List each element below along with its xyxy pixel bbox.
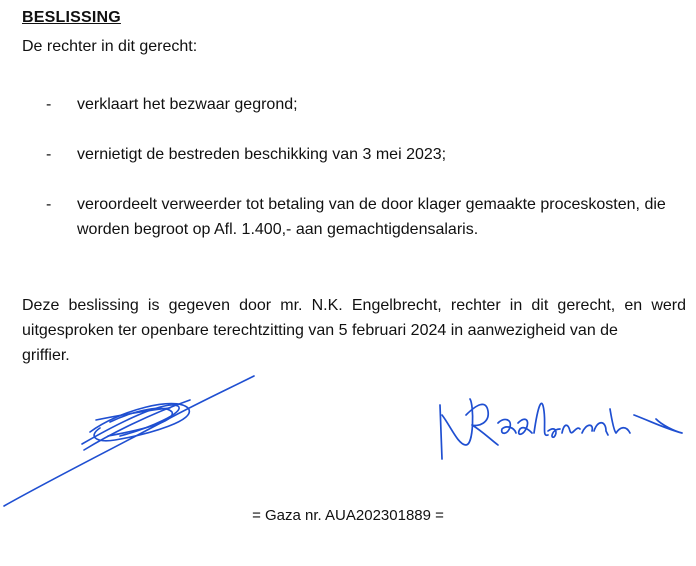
- closing-statement-end: griffier.: [22, 347, 70, 364]
- list-dash: -: [46, 96, 52, 113]
- list-dash: -: [46, 146, 52, 163]
- intro-text: De rechter in dit gerecht:: [22, 38, 198, 55]
- left-signature: [0, 370, 260, 510]
- right-signature: [430, 375, 690, 465]
- decision-item: [22, 192, 686, 242]
- decision-item: [22, 92, 686, 117]
- section-heading: BESLISSING: [22, 9, 121, 26]
- decision-text: verklaart het bezwaar gegrond;: [77, 96, 298, 113]
- decision-text: vernietigt de bestreden beschikking van 3 mei 2023;: [77, 146, 447, 163]
- decision-list: [22, 92, 686, 267]
- document-number: = Gaza nr. AUA202301889 =: [252, 507, 444, 524]
- decision-item: [22, 142, 686, 167]
- list-dash: -: [46, 196, 52, 213]
- decision-text: veroordeelt verweerder tot betaling van de door klager gemaakte proceskosten, die worden begroot op Afl. 1.400,- aan gemachtigdensalaris.: [77, 196, 666, 238]
- closing-statement: Deze beslissing is gegeven door mr. N.K. Engelbrecht, rechter in dit gerecht, en werd uitgesproken ter openbare terechtzitting van 5 februari 2024 in aanwezigheid van de: [22, 297, 686, 339]
